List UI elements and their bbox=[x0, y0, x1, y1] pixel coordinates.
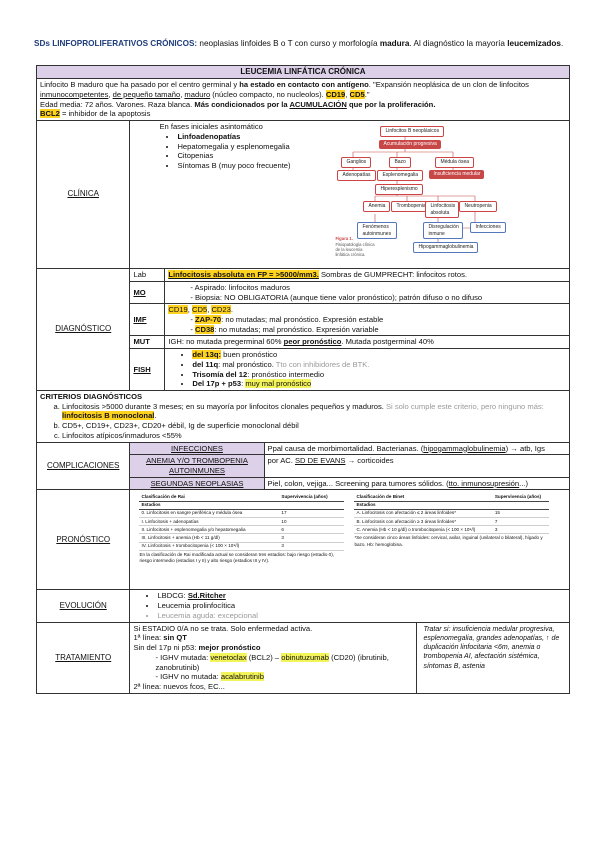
mut-text: IGH: no mutada pregerminal 60% bbox=[168, 337, 284, 347]
criterios-title: CRITERIOS DIAGNÓSTICOS bbox=[40, 392, 143, 402]
def-edad: Edad media: 72 años. Varones. Raza blanca. bbox=[40, 99, 195, 109]
def-sep: , bbox=[180, 89, 185, 99]
mo-cell bbox=[165, 281, 570, 303]
clinica-item: • Hepatomegalia y esplenomegalia bbox=[177, 142, 339, 152]
comp-label-text: INFECCIONES bbox=[171, 443, 223, 453]
lab-cell bbox=[165, 269, 570, 282]
figure-node: Linfocitosis absoluta bbox=[425, 201, 459, 218]
caption-line: Figura 1. bbox=[335, 236, 353, 242]
imf-end: . bbox=[230, 305, 233, 315]
criterio-c: c. Linfocitos atípicos/inmaduros <55% bbox=[62, 431, 566, 441]
binet-table bbox=[354, 493, 549, 564]
def-bcl2-text: = inhibidor de la apoptosis bbox=[59, 109, 151, 119]
def-cd19: CD19 bbox=[325, 89, 346, 99]
def-text: Linfocito B maduro que ha pasado por el centro germinal y bbox=[40, 80, 240, 90]
binet-note: *Se consideran cinco áreas linfoides: cervical, axilar, inguinal (unilateral o bilateral), hígado y bazo. Hb: hemoglobina. bbox=[354, 535, 543, 547]
criterios-list bbox=[40, 402, 566, 441]
clinica-item: • Citopenias bbox=[177, 151, 339, 161]
def-tamano: de pequeño tamaño bbox=[112, 89, 181, 99]
diagnostico-label: DIAGNÓSTICO bbox=[37, 269, 130, 391]
comp-text: ...) bbox=[519, 478, 528, 488]
def-antigen: ha estado en contacto con antígeno bbox=[239, 80, 369, 90]
intro-title: SDs LINFOPROLIFERATIVOS CRÓNICOS: bbox=[34, 39, 198, 48]
comp-infecciones-label bbox=[130, 442, 264, 455]
clinica-figure bbox=[335, 124, 561, 262]
mut-text: . Mutada postgerminal 40% bbox=[341, 337, 434, 347]
fish-text: : mal pronóstico. bbox=[218, 359, 276, 369]
imf-zap70-text: : no mutadas; mal pronóstico. Expresión estable bbox=[221, 314, 384, 324]
pronostico-label: PRONÓSTICO bbox=[37, 490, 130, 590]
comp-text: por AC. bbox=[267, 456, 295, 466]
fish-11q: del 11q bbox=[192, 359, 219, 369]
clinica-cell bbox=[130, 121, 570, 269]
def-maduro: maduro bbox=[184, 89, 211, 99]
criterio-a-end: . bbox=[154, 411, 157, 421]
complicaciones-label: COMPLICACIONES bbox=[37, 442, 130, 490]
table-title: LEUCEMIA LINFÁTICA CRÓNICA bbox=[37, 66, 570, 79]
imf-cd38-text: : no mutadas; mal pronóstico. Expresión variable bbox=[214, 324, 379, 334]
imf-cd5: CD5 bbox=[192, 305, 208, 315]
figure-node: Hiperesplenismo bbox=[375, 184, 422, 194]
tto-obinutuzumab: obinutuzumab bbox=[281, 652, 329, 662]
definition-cell bbox=[37, 79, 570, 121]
fish-cell bbox=[165, 349, 570, 391]
comp-text: Piel, colon, vejiga... Screening para tumores sólidos. ( bbox=[267, 478, 449, 488]
caption-line: linfática crónica. bbox=[335, 252, 366, 258]
comp-text: Ppal causa de morbimortalidad. Bacterianas. ( bbox=[267, 443, 424, 453]
evolucion-cell bbox=[130, 590, 570, 622]
binet-surv: 3 bbox=[493, 526, 550, 534]
comp-neoplasias-label bbox=[130, 477, 264, 490]
criterio-a-mbl: linfocitosis B monoclonal bbox=[62, 411, 155, 421]
lab-linfocitosis: Linfocitosis absoluta en FP = >5000/mm3. bbox=[168, 270, 319, 280]
intro-text2: . Al diagnóstico la mayoría bbox=[409, 39, 508, 48]
rai-stage: I. Linfocitosis + adenopatías bbox=[139, 518, 279, 526]
def-bcl2: BCL2 bbox=[40, 109, 60, 119]
imf-sep: , bbox=[207, 305, 212, 315]
def-acumulacion: ACUMULACIÓN bbox=[289, 99, 347, 109]
binet-header: Supervivencia (años) bbox=[493, 493, 550, 501]
tto-mejor: mejor pronóstico bbox=[198, 643, 261, 653]
figure-caption bbox=[335, 236, 374, 258]
fish-btk: Tto con inhibidores de BTK. bbox=[275, 359, 370, 369]
intro-paragraph bbox=[34, 38, 570, 49]
fish-text: buen pronóstico bbox=[221, 350, 278, 360]
llc-table bbox=[36, 65, 570, 694]
rai-stage: II. Linfocitosis + esplenomegalia y/o hepatomegalia bbox=[139, 526, 279, 534]
imf-zap70: ZAP-70 bbox=[194, 314, 222, 324]
rai-surv: 17 bbox=[279, 509, 344, 517]
tto-text: (CD20) (ibrutinib, zanobrutinib) bbox=[155, 652, 389, 672]
clinica-item: • Síntomas B (muy poco frecuente) bbox=[177, 161, 339, 171]
def-cond: Más condicionados por la bbox=[194, 99, 290, 109]
figure-node: Anemia bbox=[363, 201, 390, 211]
tto-text: (BCL2) – bbox=[246, 652, 282, 662]
figure-node: Adenopatías bbox=[337, 170, 375, 180]
intro-madura: madura bbox=[379, 39, 410, 48]
binet-stage: C. Anemia (Hb < 10 g/dl) o trombocitopenia (< 100 × 10⁹/l) bbox=[354, 526, 492, 534]
def-cd5: CD5 bbox=[349, 89, 365, 99]
caption-line: Fisiopatología clínica bbox=[335, 241, 375, 247]
def-sep: , bbox=[345, 89, 350, 99]
imf-label: IMF bbox=[130, 304, 165, 336]
figure-node: Disregulación inmune bbox=[423, 222, 463, 239]
comp-anemia-label bbox=[130, 455, 264, 477]
comp-neoplasias-cell bbox=[264, 477, 569, 490]
fish-muymal: muy mal pronóstico bbox=[245, 379, 312, 389]
rai-surv: 10 bbox=[279, 518, 344, 526]
comp-text: ) → atb, Igs bbox=[505, 443, 545, 453]
rai-stage: III. Linfocitosis + anemia (Hb < 11 g/dl) bbox=[139, 534, 279, 542]
comp-text: → corticoides bbox=[345, 456, 394, 466]
binet-surv: 15 bbox=[493, 509, 550, 517]
mo-label: MO bbox=[130, 281, 165, 303]
imf-cell bbox=[165, 304, 570, 336]
comp-hipogamma: hipogammaglobulinemia bbox=[423, 443, 506, 453]
tto-ighv: IGHV no mutada: bbox=[160, 672, 221, 682]
figure-node: Acumulación progresiva bbox=[379, 140, 440, 148]
imf-cd38: CD38 bbox=[194, 324, 215, 334]
evolucion-label: EVOLUCIÓN bbox=[37, 590, 130, 622]
rai-surv: 3 bbox=[279, 534, 344, 542]
lab-gumprecht: Sombras de GUMPRECHT: linfocitos rotos. bbox=[318, 270, 467, 280]
figure-node: Bazo bbox=[389, 157, 410, 167]
binet-sub: Estadios bbox=[354, 501, 549, 509]
mo-item: - Biopsia: NO OBLIGATORIA (aunque tiene valor pronóstico); patrón difuso o no difuso bbox=[190, 293, 566, 303]
comp-label-text: SEGUNDAS NEOPLASIAS bbox=[150, 478, 244, 488]
figure-node: Esplenomegalia bbox=[377, 170, 423, 180]
clinica-item: Linfoadenopatías bbox=[177, 131, 241, 141]
binet-stage: A. Linfocitosis con afectación ≤ 2 áreas linfoides* bbox=[354, 509, 492, 517]
fish-tris12: Trisomía del 12 bbox=[192, 369, 248, 379]
criterio-b: b. CD5+, CD19+, CD23+, CD20+ débil, Ig de superficie monoclonal débil bbox=[62, 421, 566, 431]
figure-node: Ganglios bbox=[341, 157, 371, 167]
def-prolif: que por la proliferación. bbox=[346, 99, 436, 109]
figure-node: Médula ósea bbox=[435, 157, 474, 167]
comp-infecciones-cell bbox=[264, 442, 569, 455]
imf-sep: , bbox=[187, 305, 192, 315]
figure-node: Insuficiencia medular bbox=[429, 170, 484, 178]
mut-label: MUT bbox=[130, 336, 165, 349]
tratamiento-label: TRATAMIENTO bbox=[37, 622, 130, 693]
tto-line: Si ESTADIO 0/A no se trata. Solo enfermedad activa. bbox=[133, 623, 313, 633]
comp-tto: tto. inmunosupresión bbox=[448, 478, 520, 488]
evol-ritcher: Sd.Ritcher bbox=[187, 591, 226, 601]
mut-peor: peor pronóstico bbox=[283, 337, 342, 347]
figure-node: Fenómenos autoinmunes bbox=[357, 222, 397, 239]
fish-13q: del 13q: bbox=[192, 350, 222, 360]
evol-item: • Leucemia aguda: excepcional bbox=[157, 611, 566, 621]
evol-item: • Leucemia prolinfocítica bbox=[157, 601, 566, 611]
binet-header: Clasificación de Binet bbox=[354, 493, 492, 501]
rai-surv: 6 bbox=[279, 526, 344, 534]
binet-stage: B. Linfocitosis con afectación ≥ 3 áreas linfoides* bbox=[354, 518, 492, 526]
clinica-label: CLÍNICA bbox=[37, 121, 130, 269]
caption-line: de la leucemia bbox=[335, 247, 363, 253]
tto-sinqt: sin QT bbox=[163, 633, 187, 643]
intro-leucemizados: leucemizados bbox=[507, 39, 561, 48]
fish-text: : pronóstico intermedio bbox=[247, 369, 325, 379]
def-text: ." bbox=[364, 89, 370, 99]
rai-header: Supervivencia (años) bbox=[279, 493, 344, 501]
def-text: (núcleo compacto, no nucleolos). bbox=[210, 89, 326, 99]
figure-node: Infecciones bbox=[470, 222, 505, 232]
binet-surv: 7 bbox=[493, 518, 550, 526]
def-text: . "Expansión neoplásica de un clon de linfocitos bbox=[368, 80, 529, 90]
tto-ighv: IGHV mutada: bbox=[160, 652, 211, 662]
comp-evans: SD DE EVANS bbox=[294, 456, 346, 466]
figure-node: Hipogammaglobulinemia bbox=[413, 242, 478, 252]
evol-item: LBDCG: bbox=[157, 591, 188, 601]
tto-left bbox=[130, 623, 417, 693]
imf-cd23: CD23 bbox=[211, 305, 231, 315]
rai-stage: 0. Linfocitosis en sangre periférica y médula ósea bbox=[139, 509, 279, 517]
comp-anemia-cell bbox=[264, 455, 569, 477]
figure-node: Trombopenia bbox=[391, 201, 430, 211]
tto-right: Tratar si: insuficiencia medular progresiva, esplenomegalia, grandes adenopatías, ↑ de duplicación linfocitaria <6m, anemia o trombopenia AI, afectación sistémica, síntomas B, astenia bbox=[423, 625, 560, 670]
tto-line: 1ª línea: bbox=[133, 633, 164, 643]
fish-sep: : bbox=[241, 379, 246, 389]
rai-sub: Estadios bbox=[139, 501, 344, 509]
tto-line: Sin del 17p ni p53: bbox=[133, 643, 199, 653]
fish-label: FISH bbox=[130, 349, 165, 391]
tto-line: 2ª línea: nuevos fcos, EC... bbox=[133, 681, 225, 691]
figure-node: Neutropenia bbox=[459, 201, 496, 211]
criterios-cell bbox=[37, 391, 570, 443]
rai-table bbox=[139, 493, 344, 564]
mo-item: - Aspirado: linfocitos maduros bbox=[190, 283, 566, 293]
rai-surv: 3 bbox=[279, 542, 344, 550]
tto-acalabrutinib: acalabrutinib bbox=[220, 672, 264, 682]
comp-label-text: ANEMIA Y/O TROMBOPENIA AUTOINMUNES bbox=[146, 456, 248, 476]
pronostico-cell bbox=[130, 490, 570, 590]
clinica-intro: En fases iniciales asintomático bbox=[159, 122, 263, 132]
figure-node: Linfocitos B neoplásicos bbox=[380, 126, 444, 136]
fish-17p: Del 17p + p53 bbox=[192, 379, 242, 389]
def-inmuno: inmunocompetentes bbox=[40, 89, 109, 99]
mut-cell bbox=[165, 336, 570, 349]
rai-stage: IV. Linfocitosis + trombocitopenia (< 100 × 10⁹/l) bbox=[139, 542, 279, 550]
imf-cd19: CD19 bbox=[168, 305, 188, 315]
intro-text: neoplasias linfoides B o T con curso y morfología bbox=[197, 39, 380, 48]
rai-header: Clasificación de Rai bbox=[139, 493, 279, 501]
clinica-list bbox=[159, 132, 339, 171]
def-sep: , bbox=[108, 89, 113, 99]
criterio-a-note: Si solo cumple este criterio, pero ninguno más: bbox=[385, 401, 544, 411]
tto-venetoclax: venetoclax bbox=[210, 652, 247, 662]
lab-label: Lab bbox=[130, 269, 165, 282]
intro-text3: . bbox=[560, 39, 564, 48]
tratamiento-cell bbox=[130, 622, 570, 693]
rai-note: En la clasificación de Rai modificada actual se consideran tres estadios: bajo riesgo (estadio 0), riesgo intermedio (estadios I y II) y alto riesgo (estadios III y IV). bbox=[139, 551, 335, 563]
criterio-a: Linfocitosis >5000 durante 3 meses; en su mayoría por linfocitos clonales pequeños y maduros. bbox=[62, 401, 386, 411]
